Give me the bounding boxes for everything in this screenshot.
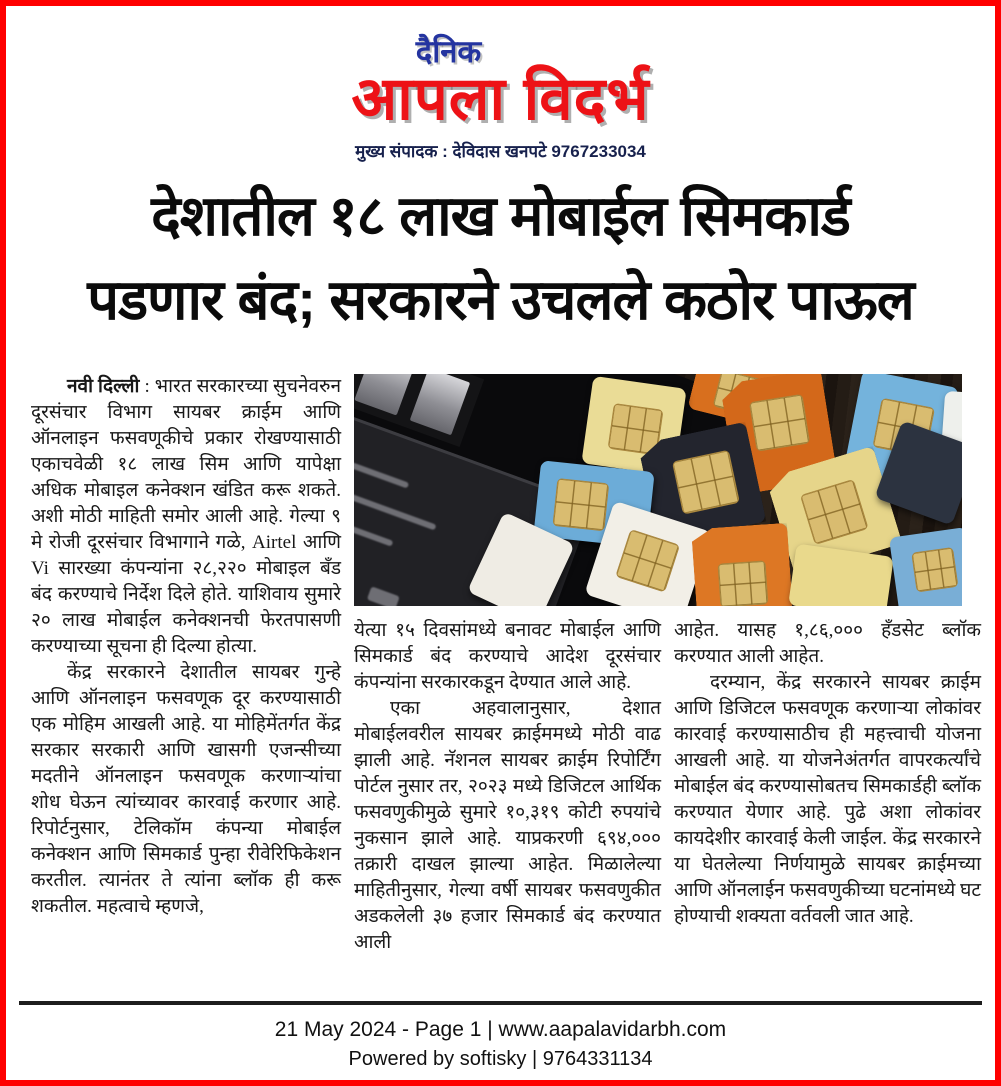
footer-date-page-url: 21 May 2024 - Page 1 | www.aapalavidarbh.com <box>274 1018 727 1041</box>
article-paragraph: एका अहवालानुसार, देशात मोबाईलवरील सायबर क्राईममध्ये मोठी वाढ झाली आहे. नॅशनल सायबर क्राईम रिपोर्टिंग पोर्टल नुसार तर, २०२३ मध्ये डिजिटल आर्थिक फसवणुकीमुळे सुमारे १०,३१९ कोटी रुपयांचे नुकसान झाले आहे. याप्रकरणी ६९४,००० तक्रारी दाखल झाल्या आहेत. मिळालेल्या माहितीनुसार, गेल्या वर्षी सायबर फसवणुकीत अडकलेली ३७ हजार सिमकार्ड बंद करण्यात आली <box>354 698 661 953</box>
article-paragraph: आहेत. यासह १,८६,००० हँडसेट ब्लॉक करण्यात आली आहेत. <box>674 620 981 667</box>
sim-card <box>788 543 894 606</box>
article-paragraph: येत्या १५ दिवसांमध्ये बनावट मोबाईल आणि सिमकार्ड बंद करण्याचे आदेश दूरसंचार कंपन्यांना सरकारकडून देण्यात आले आहे. <box>354 620 661 693</box>
article-paragraph <box>31 374 341 660</box>
article-photo <box>354 374 962 606</box>
footer-divider <box>19 1001 982 1005</box>
footer <box>6 1018 995 1071</box>
article-column-1 <box>31 374 341 920</box>
article-column-3 <box>674 618 981 930</box>
article-paragraph: केंद्र सरकारने देशातील सायबर गुन्हे आणि ऑनलाइन फसवणूक दूर करण्यासाठी एक मोहिम आखली आहे. या मोहिमेंतर्गत केंद्र सरकार सरकारी आणि खासगी एजन्सीच्या मदतीने ऑनलाइन फसवणूक करणाऱ्यांचा शोध घेऊन त्यांच्यावर कारवाई करणार आहे. रिपोर्टनुसार, टेलिकॉम कंपन्या मोबाईल कनेक्शन आणि सिमकार्ड पुन्हा रीवेरिफिकेशन करतील. त्यानंतर ते त्यांना ब्लॉक ही करू शकतील. महत्वाचे म्हणजे, <box>31 662 341 917</box>
headline-line1: देशातील १८ लाख मोबाईल सिमकार्ड <box>151 184 850 247</box>
footer-powered-by: Powered by softisky | 9764331134 <box>348 1048 653 1070</box>
paragraph-text: : भारत सरकारच्या सुचनेवरुन दूरसंचार विभाग सायबर क्राईम आणि ऑनलाइन फसवणूकीचे प्रकार रोखण्यासाठी एकाचवेळी १८ लाख सिम आणि यापेक्षा अधिक मोबाइल कनेक्शन खंडित करू शकते. अशी मोठी माहिती समोर आली आहे. गेल्या ९ मे रोजी दूरसंचार विभागाने गळे, Airtel आणि Vi सारख्या कंपन्यांना २८,२२० मोबाइल बँड बंद करण्याचे निर्देश दिले होते. याशिवाय सुमारे २० लाख मोबाईल कनेक्शनची फेरतपासणी करण्याच्या सूचना ही दिल्या होत्या. <box>31 376 341 657</box>
sim-card <box>889 527 962 606</box>
article-column-2 <box>354 618 661 956</box>
sim-card <box>691 523 793 606</box>
masthead-title: आपला विदर्भ <box>351 65 650 132</box>
dateline: नवी दिल्ली <box>67 376 140 397</box>
masthead <box>6 6 995 162</box>
masthead-daily-label: दैनिक <box>415 34 482 69</box>
headline-line2: पडणार बंद; सरकारने उचलले कठोर पाऊल <box>87 268 914 331</box>
masthead-editor-line: मुख्य संपादक : देविदास खनपटे 9767233034 <box>355 142 646 161</box>
headline <box>16 174 985 342</box>
article-paragraph: दरम्यान, केंद्र सरकारने सायबर क्राईम आणि डिजिटल फसवणूक करणाऱ्या लोकांवर कारवाई करण्यासाठीच ही महत्त्वाची योजना आखली आहे. या योजनेअंतर्गत वापरकर्त्यांचे मोबाईल बंद करण्यासोबतच सिमकार्डही ब्लॉक करण्यात येणार आहे. पुढे अशा लोकांवर कायदेशीर कारवाई केली जाईल. केंद्र सरकारने या घेतलेल्या निर्णयामुळे सायबर क्राईमच्या आणि ऑनलाईन फसवणुकीच्या घटनांमध्ये घट होण्याची शक्यता वर्तवली जात आहे. <box>674 672 981 927</box>
